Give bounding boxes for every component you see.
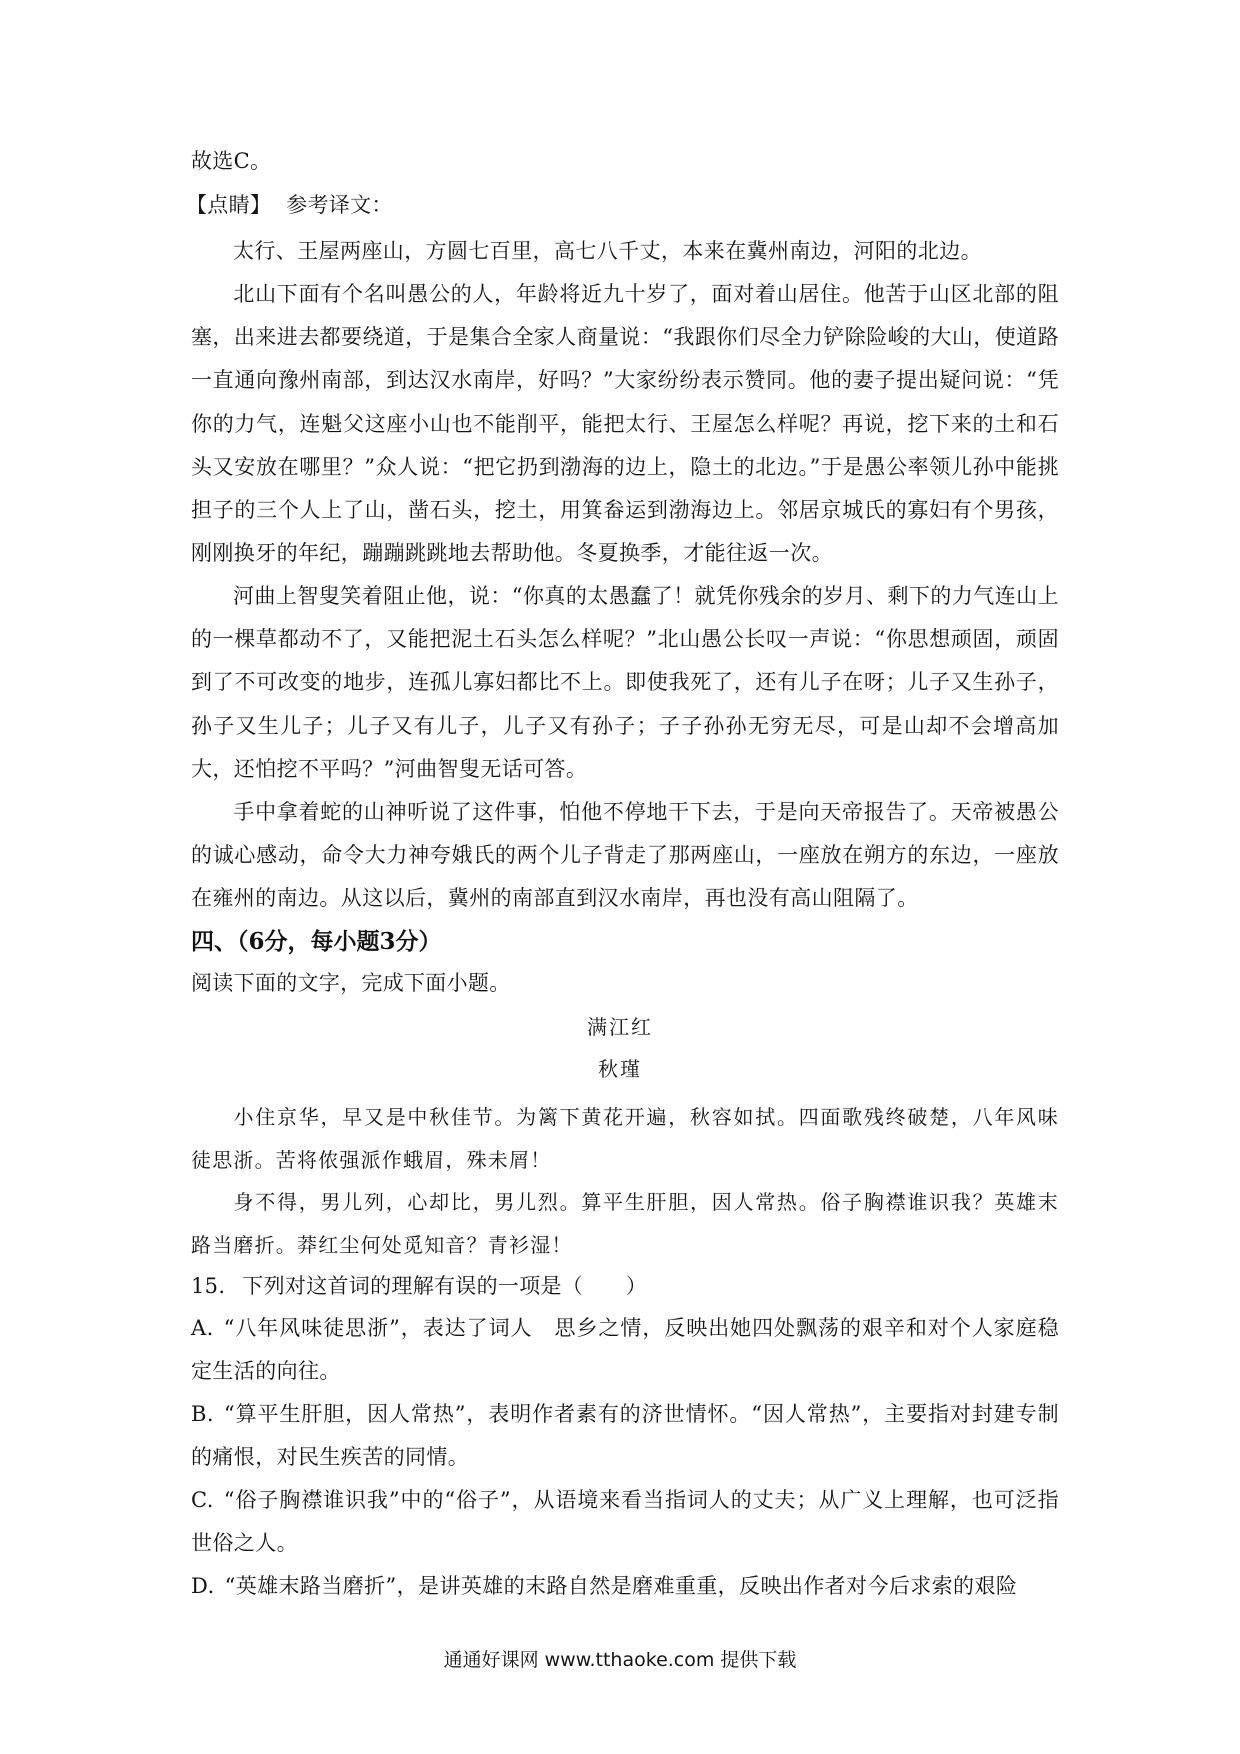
reading-instruction: 阅读下面的文字，完成下面小题。 (191, 971, 511, 995)
question-stem (191, 1271, 647, 1301)
option-a (191, 1307, 1059, 1393)
option-b (191, 1393, 1059, 1479)
option-c-label: C. (191, 1488, 214, 1512)
answer-line: 故选C。 (191, 149, 272, 173)
option-a-label: A. (191, 1316, 214, 1340)
option-c (191, 1479, 1059, 1565)
translation-paragraph-3: 河曲上智叟笑着阻止他，说：“你真的太愚蠢了！就凭你残余的岁月、剩下的力气连山上的一棵草都动不了，又能把泥土石头怎么样呢？”北山愚公长叹一声说：“你思想顽固，顽固到了不可改变的地步，连孤儿寡妇都比不上。即使我死了，还有儿子在呀；儿子又生孙子，孙子又生儿子；儿子又有儿子，儿子又有孙子；子子孙孙无穷无尽，可是山却不会增高加大，还怕挖不平吗？”河曲智叟无话可答。 (191, 584, 1059, 781)
option-d-label: D. (191, 1574, 215, 1598)
poem-stanza-2: 身不得，男儿列，心却比，男儿烈。算平生肝胆，因人常热。俗子胸襟谁识我？英雄末路当磨折。莽红尘何处觅知音？青衫湿！ (191, 1190, 1059, 1257)
option-b-label: B. (191, 1402, 214, 1426)
poem-title: 满江红 (587, 1015, 653, 1039)
poem-author: 秋瑾 (598, 1057, 642, 1081)
option-c-text: “俗子胸襟谁识我”中的“俗子”，从语境来看当指词人的丈夫；从广义上理解，也可泛指世俗之人。 (191, 1488, 1059, 1556)
option-d (191, 1565, 1059, 1608)
dianjing-line (186, 190, 393, 220)
translation-paragraph-2: 北山下面有个名叫愚公的人，年龄将近九十岁了，面对着山居住。他苦于山区北部的阻塞，出来进去都要绕道，于是集合全家人商量说：“我跟你们尽全力铲除险峻的大山，使道路一直通向豫州南部，到达汉水南岸，好吗？”大家纷纷表示赞同。他的妻子提出疑问说：“凭你的力气，连魁父这座小山也不能削平，能把太行、王屋怎么样呢？再说，挖下来的土和石头又安放在哪里？”众人说：“把它扔到渤海的边上，隐土的北边。”于是愚公率领儿孙中能挑担子的三个人上了山，凿石头，挖土，用箕畚运到渤海边上。邻居京城氏的寡妇有个男孩，刚刚换牙的年纪，蹦蹦跳跳地去帮助他。冬夏换季，才能往返一次。 (191, 282, 1059, 566)
page-footer: 通通好课网 www.tthaoke.com 提供下载 (443, 1649, 797, 1671)
question-number: 15. (191, 1274, 226, 1298)
option-a-text: “八年风味徒思浙”，表达了词人 思乡之情，反映出她四处飘荡的艰辛和对个人家庭稳定生活的向往。 (191, 1316, 1059, 1384)
option-d-text: “英雄末路当磨折”，是讲英雄的末路自然是磨难重重，反映出作者对今后求索的艰险 (224, 1574, 1018, 1598)
dianjing-label: 【点睛】 (186, 193, 272, 217)
dianjing-text: 参考译文： (286, 193, 393, 217)
option-b-text: “算平生肝胆，因人常热”，表明作者素有的济世情怀。“因人常热”，主要指对封建专制的痛恨，对民生疾苦的同情。 (191, 1402, 1059, 1470)
translation-paragraph-1: 太行、王屋两座山，方圆七百里，高七八千丈，本来在冀州南边，河阳的北边。 (233, 239, 982, 263)
translation-paragraph-4: 手中拿着蛇的山神听说了这件事，怕他不停地干下去，于是向天帝报告了。天帝被愚公的诚心感动，命令大力神夸娥氏的两个儿子背走了那两座山，一座放在朔方的东边，一座放在雍州的南边。从这以后，冀州的南部直到汉水南岸，再也没有高山阻隔了。 (191, 800, 1059, 911)
question-text: 下列对这首词的理解有误的一项是（ ） (242, 1274, 647, 1298)
poem-stanza-1: 小住京华，早又是中秋佳节。为篱下黄花开遍，秋容如拭。四面歌残终破楚，八年风味徒思浙。苦将侬强派作蛾眉，殊未屑！ (191, 1105, 1059, 1172)
section-heading: 四、（6分，每小题3分） (191, 928, 442, 955)
